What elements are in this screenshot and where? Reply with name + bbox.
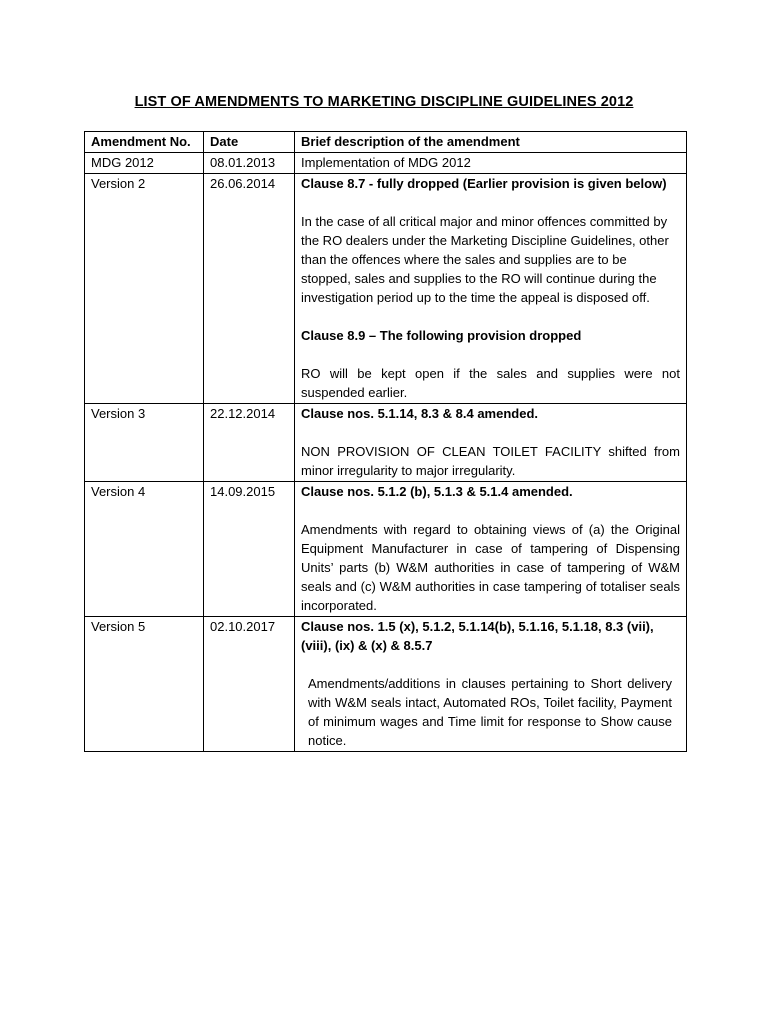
cell-amendment: Version 2 <box>85 174 204 404</box>
description-text: NON PROVISION OF CLEAN TOILET FACILITY shifted from minor irregularity to major irregularity. <box>301 444 680 478</box>
cell-description <box>295 482 687 617</box>
clause-heading: Clause 8.7 - fully dropped (Earlier provision is given below) <box>301 176 667 191</box>
description-text: RO will be kept open if the sales and supplies were not suspended earlier. <box>301 366 680 400</box>
cell-amendment: Version 5 <box>85 617 204 752</box>
cell-amendment: Version 4 <box>85 482 204 617</box>
amendments-table <box>84 131 687 752</box>
clause-heading: Clause 8.9 – The following provision dropped <box>301 328 582 343</box>
cell-description <box>295 153 687 174</box>
cell-amendment: MDG 2012 <box>85 153 204 174</box>
cell-description <box>295 174 687 404</box>
clause-heading: Clause nos. 5.1.2 (b), 5.1.3 & 5.1.4 amended. <box>301 484 573 499</box>
clause-heading: Clause nos. 5.1.14, 8.3 & 8.4 amended. <box>301 406 538 421</box>
cell-description <box>295 617 687 752</box>
table-row <box>85 617 687 752</box>
header-description: Brief description of the amendment <box>295 132 687 153</box>
table-row <box>85 174 687 404</box>
table-row <box>85 153 687 174</box>
description-text: Amendments with regard to obtaining views of (a) the Original Equipment Manufacturer in case of tampering of Dispensing Units’ parts (b) W&M authorities in case of tampering of W&M seals and (c) W&M authorities in case tampering of totaliser seals incorporated. <box>301 522 680 613</box>
cell-date: 14.09.2015 <box>204 482 295 617</box>
table-header-row <box>85 132 687 153</box>
cell-date: 22.12.2014 <box>204 404 295 482</box>
cell-amendment: Version 3 <box>85 404 204 482</box>
description-text: Amendments/additions in clauses pertaining to Short delivery with W&M seals intact, Automated ROs, Toilet facility, Payment of minimum wages and Time limit for response to Show cause notice. <box>308 676 672 748</box>
cell-date: 26.06.2014 <box>204 174 295 404</box>
table-row <box>85 404 687 482</box>
description-text: In the case of all critical major and minor offences committed by the RO dealers under the Marketing Discipline Guidelines, other than the offences where the sales and supplies are to be stopped, sales and supplies to the RO will continue during the investigation period up to the time the appeal is disposed off. <box>301 214 669 305</box>
header-amendment-no: Amendment No. <box>85 132 204 153</box>
cell-description <box>295 404 687 482</box>
clause-heading: Clause nos. 1.5 (x), 5.1.2, 5.1.14(b), 5.1.16, 5.1.18, 8.3 (vii), (viii), (ix) & (x) & 8.5.7 <box>301 619 654 653</box>
document-title: LIST OF AMENDMENTS TO MARKETING DISCIPLINE GUIDELINES 2012 <box>134 94 634 110</box>
header-date: Date <box>204 132 295 153</box>
table-row <box>85 482 687 617</box>
cell-date: 08.01.2013 <box>204 153 295 174</box>
cell-date: 02.10.2017 <box>204 617 295 752</box>
description-text: Implementation of MDG 2012 <box>301 155 471 170</box>
